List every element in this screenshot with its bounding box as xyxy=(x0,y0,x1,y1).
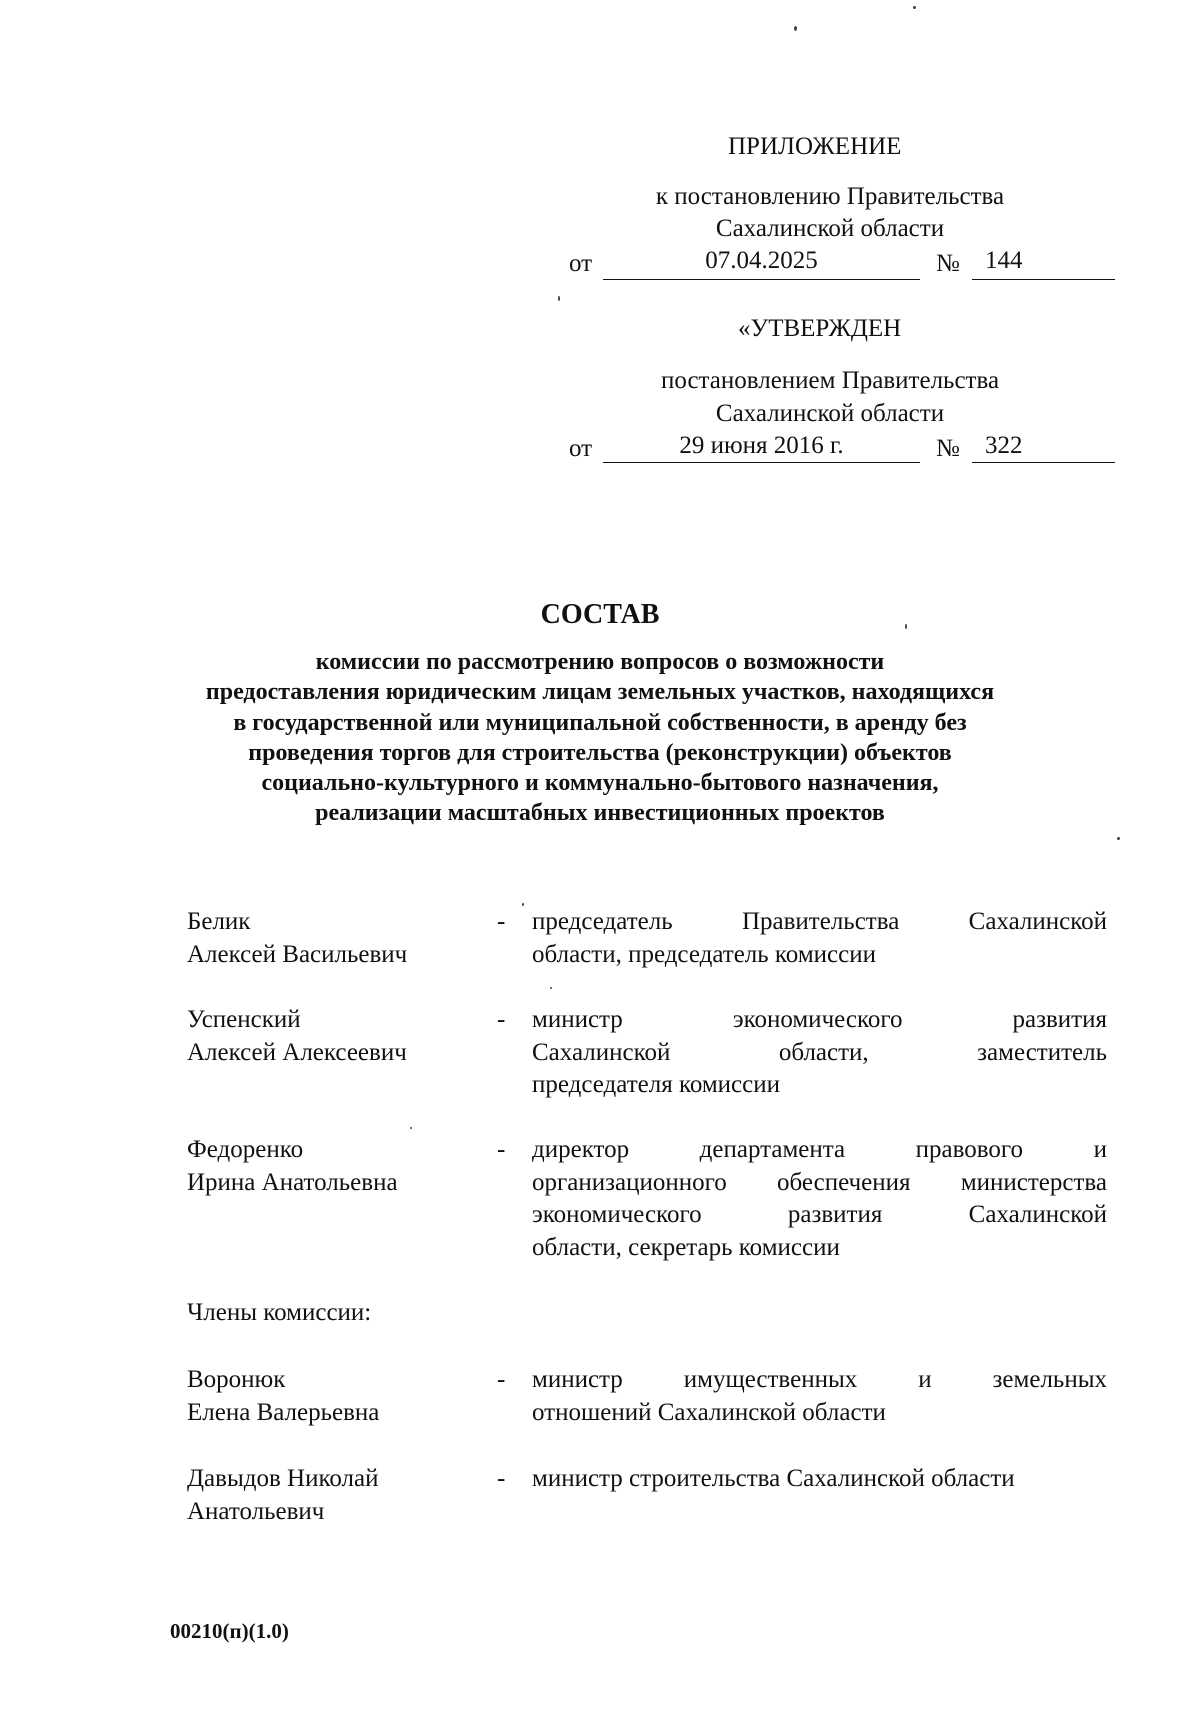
approved-number: 322 xyxy=(985,432,1023,459)
approved-from-label: от xyxy=(569,435,593,462)
approved-by-line-1: постановлением Правительства xyxy=(660,367,1000,394)
member-role xyxy=(532,1463,1107,1496)
member-role-line: отношений Сахалинской области xyxy=(532,1398,886,1426)
subtitle-line: предоставления юридическим лицам земельных участков, находящихся xyxy=(205,679,995,706)
member-role-line: председатель Правительства Сахалинской xyxy=(532,908,1107,935)
approved-number-underline xyxy=(972,462,1115,463)
member-role-line: директор департамента правового и xyxy=(532,1136,1107,1163)
scan-speck xyxy=(522,903,524,906)
members-heading: Члены комиссии: xyxy=(187,1299,372,1326)
member-given-names: Алексей Васильевич xyxy=(187,940,408,968)
scan-speck xyxy=(550,987,552,989)
approved-date: 29 июня 2016 г. xyxy=(679,432,844,459)
subtitle-line: в государственной или муниципальной собственности, в аренду без xyxy=(233,709,967,736)
member-role-line: области, председатель комиссии xyxy=(532,940,876,968)
appendix-number-sign: № xyxy=(936,250,960,277)
appendix-number-underline xyxy=(972,279,1115,280)
appendix-title: ПРИЛОЖЕНИЕ xyxy=(728,133,902,160)
member-role xyxy=(532,1134,1107,1264)
subtitle-line: комиссии по рассмотрению вопросов о возможности xyxy=(315,649,885,675)
member-role-line: министр строительства Сахалинской области xyxy=(532,1465,1015,1492)
member-given-names: Анатольевич xyxy=(187,1497,325,1525)
member-name xyxy=(187,1364,487,1429)
member-role xyxy=(532,1004,1107,1102)
member-separator: - xyxy=(497,908,506,935)
member-given-names: Алексей Алексеевич xyxy=(187,1038,407,1066)
scan-speck xyxy=(410,1127,412,1129)
member-role-line: министр имущественных и земельных xyxy=(532,1366,1107,1393)
member-role-line: Сахалинской области, заместитель xyxy=(532,1038,1107,1066)
appendix-decree-line-2: Сахалинской области xyxy=(715,215,945,242)
approved-date-underline xyxy=(603,462,920,463)
appendix-date-underline xyxy=(603,279,920,280)
member-given-names: Елена Валерьевна xyxy=(187,1398,380,1426)
member-separator: - xyxy=(497,1465,506,1492)
member-role-line: министр экономического развития xyxy=(532,1006,1107,1033)
member-separator: - xyxy=(497,1006,506,1033)
member-role xyxy=(532,1364,1107,1429)
document-title: СОСТАВ xyxy=(540,599,660,630)
member-name xyxy=(187,906,487,971)
member-role-line: области, секретарь комиссии xyxy=(532,1233,840,1261)
member-role-line: организационного обеспечения министерства xyxy=(532,1168,1107,1196)
document-subtitle xyxy=(150,647,1050,829)
approved-title: «УТВЕРЖДЕН xyxy=(738,315,902,342)
member-role xyxy=(532,906,1107,971)
member-name xyxy=(187,1004,487,1069)
member-role-line: экономического развития Сахалинской xyxy=(532,1201,1107,1228)
appendix-from-label: от xyxy=(569,250,593,277)
member-surname: Белик xyxy=(187,908,251,935)
approved-by-line-2: Сахалинской области xyxy=(715,400,945,427)
member-surname: Успенский xyxy=(187,1006,301,1033)
subtitle-line: проведения торгов для строительства (реконструкции) объектов xyxy=(248,739,952,766)
member-separator: - xyxy=(497,1136,506,1163)
document-code: 00210(п)(1.0) xyxy=(170,1619,289,1643)
subtitle-line: социально-культурного и коммунально-бытового назначения, xyxy=(261,770,939,797)
subtitle-line: реализации масштабных инвестиционных проектов xyxy=(315,800,885,827)
appendix-number: 144 xyxy=(985,247,1023,274)
scan-speck xyxy=(905,624,907,629)
scan-speck xyxy=(913,6,916,9)
appendix-decree-line-1: к постановлению Правительства xyxy=(655,183,1005,210)
member-surname: Воронюк xyxy=(187,1366,286,1393)
member-separator: - xyxy=(497,1366,506,1393)
member-name xyxy=(187,1134,487,1199)
member-name xyxy=(187,1463,487,1528)
member-surname: Давыдов Николай xyxy=(187,1465,379,1492)
scan-speck xyxy=(1117,837,1120,840)
scan-speck xyxy=(558,296,560,301)
member-given-names: Ирина Анатольевна xyxy=(187,1168,398,1196)
appendix-date: 07.04.2025 xyxy=(705,247,818,274)
member-role-line: председателя комиссии xyxy=(532,1071,780,1098)
scan-speck xyxy=(794,26,797,31)
approved-number-sign: № xyxy=(936,435,960,462)
member-surname: Федоренко xyxy=(187,1136,304,1163)
